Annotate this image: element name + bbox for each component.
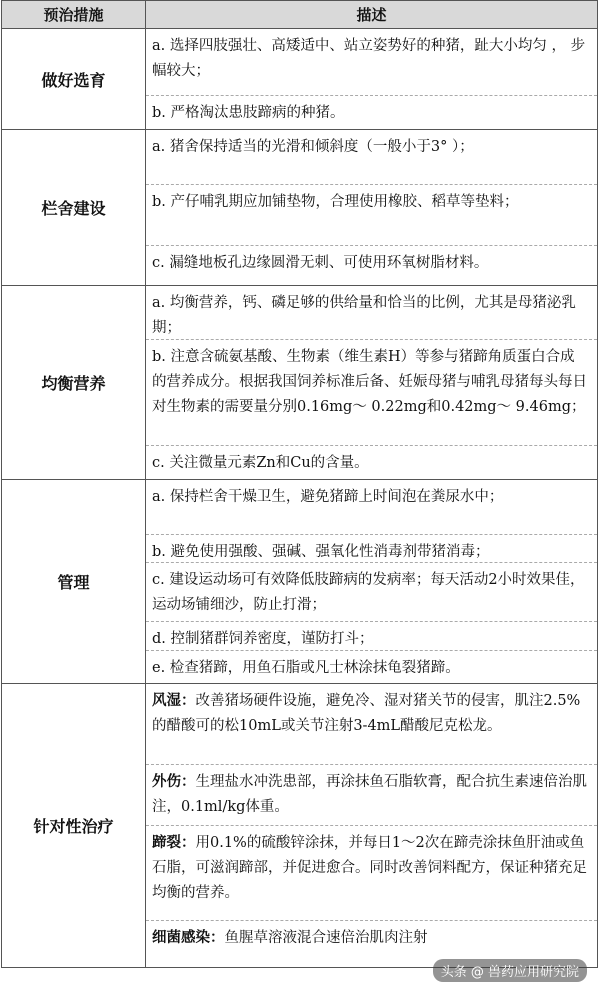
treatment-text: 用0.1%的硫酸锌涂抹，并每日1～2次在蹄壳涂抹鱼肝油或鱼石脂，可滋润蹄部，并促进愈合。同时改善饲料配方，保证种猪充足均衡的营养。 [152,835,587,901]
description-cell [146,684,598,968]
list-item: c. 建设运动场可有效降低肢蹄病的发病率；每天活动2小时效果佳，运动场铺细沙，防止打滑； [146,563,597,622]
list-item: b. 避免使用强酸、强碱、强氧化性消毒剂带猪消毒； [146,535,597,563]
measure-cell: 管理 [2,480,146,684]
list-item: c. 关注微量元素Zn和Cu的含量。 [152,455,369,471]
measure-cell: 做好选育 [2,29,146,130]
list-item: a. 选择四肢强壮、高矮适中、站立姿势好的种猪，趾大小均匀 ， 步幅较大； [146,29,597,96]
measure-cell: 均衡营养 [2,286,146,480]
table-row [2,29,598,130]
description-cell [146,480,598,684]
treatment-text: 鱼腥草溶液混合速倍治肌肉注射 [224,930,428,946]
treatment-item [146,684,597,765]
measure-cell: 栏舍建设 [2,130,146,286]
list-item: d. 控制猪群饲养密度，谨防打斗； [146,622,597,651]
description-cell [146,130,598,286]
list-item: b. 严格淘汰患肢蹄病的种猪。 [152,105,345,121]
table-row [2,130,598,286]
treatment-label: 细菌感染： [152,930,225,946]
treatment-item [146,765,597,826]
table-row [2,684,598,968]
treatment-text: 生理盐水冲洗患部，再涂抹鱼石脂软膏，配合抗生素速倍治肌注，0.1ml/kg体重。 [152,774,587,815]
list-item: e. 检查猪蹄，用鱼石脂或凡士林涂抹龟裂猪蹄。 [152,660,460,676]
list-item: a. 均衡营养，钙、磷足够的供给量和恰当的比例，尤其是母猪泌乳期； [146,286,597,340]
list-item: b. 注意含硫氨基酸、生物素（维生素H）等参与猪蹄角质蛋白合成的营养成分。根据我国饲养标准后备、妊娠母猪与哺乳母猪每头每日对生物素的需要量分别0.16mg～ 0.22mg和0.42mg～ 9.46mg； [146,340,597,446]
treatment-text: 改善猪场硬件设施，避免冷、湿对猪关节的侵害，肌注2.5%的醋酸可的松10mL或关节注射3-4mL醋酸尼克松龙。 [152,693,581,734]
table-row [2,286,598,480]
treatment-label: 外伤： [152,774,196,790]
list-item: a. 猪舍保持适当的光滑和倾斜度（一般小于3° ）； [146,130,597,185]
treatment-item [146,826,597,921]
header-measure: 预治措施 [2,1,146,29]
description-cell [146,29,598,130]
table-row [2,480,598,684]
watermark: 头条 @ 兽药应用研究院 [433,959,587,982]
treatment-label: 蹄裂： [152,835,196,851]
prevention-table [1,0,598,968]
treatment-label: 风湿： [152,693,196,709]
list-item: a. 保持栏舍干燥卫生，避免猪蹄上时间泡在粪尿水中； [146,480,597,535]
header-description: 描述 [146,1,598,29]
measure-cell: 针对性治疗 [2,684,146,968]
header-row [2,1,598,29]
list-item: b. 产仔哺乳期应加铺垫物，合理使用橡胶、稻草等垫料； [146,185,597,246]
list-item: c. 漏缝地板孔边缘圆滑无刺、可使用环氧树脂材料。 [152,255,489,271]
description-cell [146,286,598,480]
